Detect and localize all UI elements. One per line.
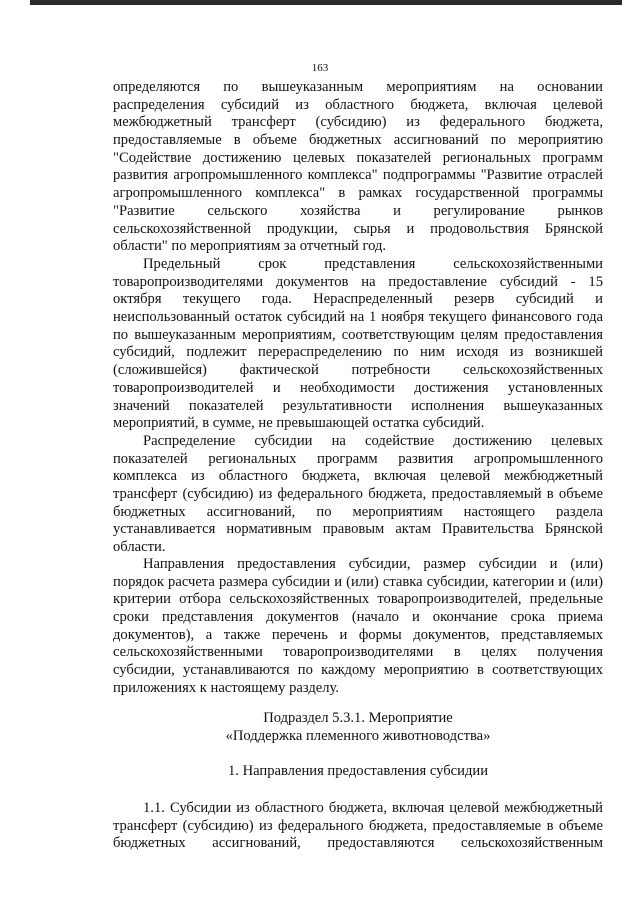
- text-line: Предельный срок представления сельскохозяйственными: [143, 256, 603, 272]
- text-line: порядок расчета размера субсидии и (или) ставка субсидии, категории и (или): [113, 573, 603, 590]
- text-line: сельскохозяйственными товаропроизводителями в целях получения: [113, 644, 603, 661]
- text-line: бюджетных ассигнований, предоставляются сельскохозяйственным: [113, 835, 603, 852]
- text-line: распределения субсидий из областного бюджета, включая целевой: [113, 96, 603, 113]
- heading-line: 1. Направления предоставления субсидии: [227, 763, 488, 779]
- subsection-heading: [113, 710, 603, 745]
- text-line: комплекса из областного бюджета, включая целевой межбюджетный: [113, 468, 603, 485]
- text-line: агропромышленного комплекса" в рамках государственной программы: [113, 185, 603, 202]
- text-line: трансферт (субсидию) из федерального бюджета, предоставляемые в объеме: [113, 817, 603, 834]
- text-line: товаропроизводителей и необходимости достижения установленных: [113, 379, 603, 396]
- text-line: Распределение субсидии на содействие достижению целевых: [143, 433, 603, 449]
- text-line: неиспользованный остаток субсидий на 1 ноября текущего финансового года: [113, 309, 603, 326]
- paragraph-continuation: [113, 79, 603, 256]
- text-line: сроки представления документов (начало и окончание срока приема: [113, 609, 603, 626]
- paragraph-1-1: [113, 800, 603, 853]
- text-line: октября текущего года. Нераспределенный резерв субсидий и: [113, 291, 603, 308]
- text-line: субсидий, подлежит перераспределению по ним исходя из возникшей: [113, 344, 603, 361]
- text-line: бюджетных ассигнований, по мероприятиям настоящего раздела: [113, 503, 603, 520]
- text-line: области" по мероприятиям за отчетный год.: [113, 238, 387, 255]
- text-line: значений показателей результативности исполнения вышеуказанных: [113, 397, 603, 414]
- text-line: 1.1. Субсидии из областного бюджета, включая целевой межбюджетный: [143, 800, 603, 816]
- text-line: межбюджетный трансферт (субсидию) из федерального бюджета,: [113, 114, 603, 131]
- heading-line: «Поддержка племенного животноводства»: [225, 727, 491, 744]
- text-line: устанавливается нормативным правовым актам Правительства Брянской: [113, 521, 603, 538]
- text-line: мероприятий, в сумме, не превышающей остатка субсидий.: [113, 415, 485, 432]
- text-line: сельскохозяйственной продукции, сырья и продовольствия Брянской: [113, 220, 603, 237]
- text-line: документов), а также перечень и формы документов, представляемых: [113, 626, 603, 643]
- text-line: субсидии, устанавливаются по каждому мероприятию в соответствующих: [113, 662, 603, 679]
- text-line: "Содействие достижению целевых показателей региональных программ: [113, 149, 603, 166]
- page-top-edge: [30, 0, 622, 5]
- paragraph-deadline: [113, 256, 603, 433]
- text-line: развития агропромышленного комплекса" подпрограммы "Развитие отраслей: [113, 167, 603, 184]
- text-line: товаропроизводителями документов на предоставление субсидий - 15: [113, 273, 603, 290]
- text-line: "Развитие сельского хозяйства и регулирование рынков: [113, 202, 603, 219]
- text-line: критерии отбора сельскохозяйственных товаропроизводителей, предельные: [113, 591, 603, 608]
- paragraph-distribution: [113, 433, 603, 557]
- text-line: предоставляемые в объеме бюджетных ассигнований по мероприятию: [113, 132, 603, 149]
- paragraph-directions: [113, 556, 603, 698]
- text-line: Направления предоставления субсидии, размер субсидии и (или): [143, 556, 603, 572]
- page-number: 163: [311, 62, 329, 74]
- text-line: приложениях к настоящему разделу.: [113, 679, 340, 696]
- heading-line: Подраздел 5.3.1. Мероприятие: [263, 710, 453, 726]
- text-line: показателей региональных программ развития агропромышленного: [113, 450, 603, 467]
- text-line: области.: [113, 539, 166, 556]
- text-line: определяются по вышеуказанным мероприятиям на основании: [113, 79, 603, 95]
- section-heading: [113, 763, 603, 781]
- text-line: трансферт (субсидию) из федерального бюджета, предоставляемый в объеме: [113, 486, 603, 503]
- text-line: (сложившейся) фактической потребности сельскохозяйственных: [113, 362, 603, 379]
- text-line: по вышеуказанным мероприятиям, соответствующим целям предоставления: [113, 326, 603, 343]
